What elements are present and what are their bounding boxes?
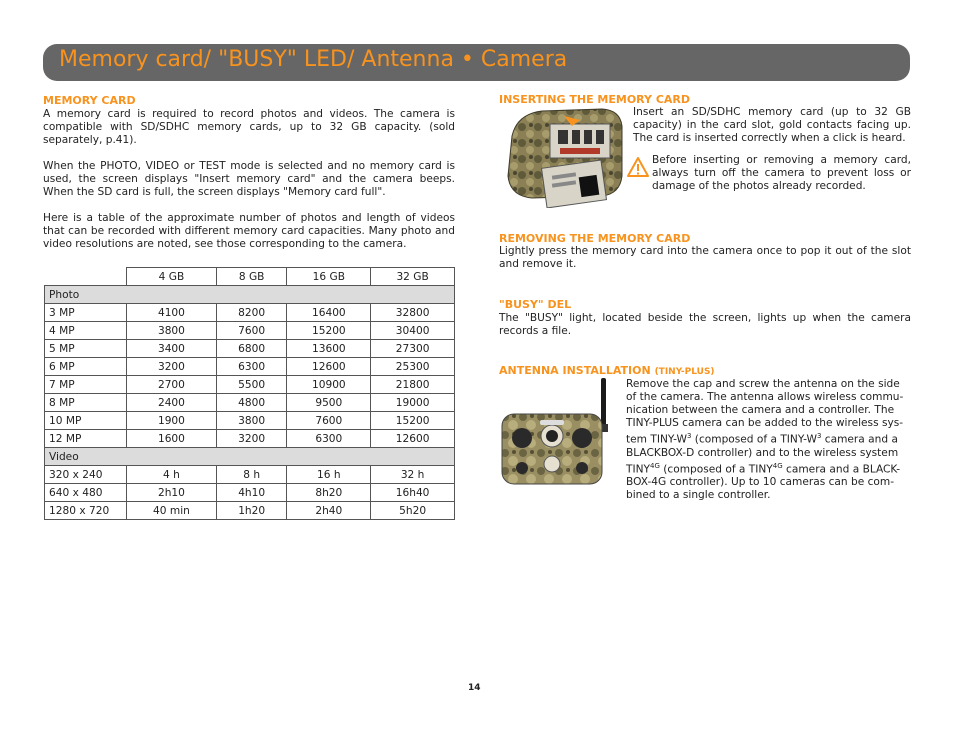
table-cell: 1h20 bbox=[216, 502, 287, 520]
antenna-sup: 4G bbox=[650, 461, 660, 470]
table-row bbox=[45, 376, 455, 394]
table-cell: 27300 bbox=[371, 340, 455, 358]
column-header: 4 GB bbox=[127, 268, 217, 286]
table-cell: 4 h bbox=[127, 466, 217, 484]
table-cell: 3200 bbox=[216, 430, 287, 448]
antenna-sup: 3 bbox=[816, 432, 822, 440]
removing-heading: REMOVING THE MEMORY CARD bbox=[499, 232, 691, 245]
row-label: 6 MP bbox=[45, 358, 127, 376]
table-cell: 2400 bbox=[127, 394, 217, 412]
table-cell: 8 h bbox=[216, 466, 287, 484]
table-cell: 12600 bbox=[287, 358, 371, 376]
antenna-line: BLACKBOX-D controller) and to the wireless system bbox=[626, 446, 899, 459]
table-cell: 16400 bbox=[287, 304, 371, 322]
table-corner-cell bbox=[45, 268, 127, 286]
busy-text: The "BUSY" light, located beside the screen, lights up when the camera records a file. bbox=[499, 312, 911, 337]
antenna-line5b: (composed of a TINY-W bbox=[691, 433, 817, 446]
table-row bbox=[45, 322, 455, 340]
table-cell: 3200 bbox=[127, 358, 217, 376]
table-section-row bbox=[45, 286, 455, 304]
table-cell: 15200 bbox=[287, 322, 371, 340]
removing-text: Lightly press the memory card into the camera once to pop it out of the slot and remove it. bbox=[499, 245, 911, 270]
antenna-sup: 4G bbox=[772, 461, 783, 470]
table-cell: 5h20 bbox=[371, 502, 455, 520]
table-cell: 2700 bbox=[127, 376, 217, 394]
table-row bbox=[45, 430, 455, 448]
antenna-line: BOX-4G controller). Up to 10 cameras can be com- bbox=[626, 476, 895, 489]
camera-sd-slot-image bbox=[502, 106, 626, 208]
table-cell: 4800 bbox=[216, 394, 287, 412]
table-cell: 4100 bbox=[127, 304, 217, 322]
antenna-line5a: tem TINY-W bbox=[626, 433, 687, 446]
table-row bbox=[45, 340, 455, 358]
table-cell: 9500 bbox=[287, 394, 371, 412]
table-cell: 3800 bbox=[216, 412, 287, 430]
column-header: 16 GB bbox=[287, 268, 371, 286]
table-cell: 16h40 bbox=[371, 484, 455, 502]
table-cell: 10900 bbox=[287, 376, 371, 394]
table-cell: 2h10 bbox=[127, 484, 217, 502]
row-label: 12 MP bbox=[45, 430, 127, 448]
table-row bbox=[45, 304, 455, 322]
busy-heading: "BUSY" DEL bbox=[499, 298, 572, 311]
table-cell: 7600 bbox=[216, 322, 287, 340]
row-label: 10 MP bbox=[45, 412, 127, 430]
section-label: Video bbox=[45, 448, 455, 466]
section-label: Photo bbox=[45, 286, 455, 304]
table-cell: 3400 bbox=[127, 340, 217, 358]
table-row bbox=[45, 466, 455, 484]
antenna-heading-main: ANTENNA INSTALLATION bbox=[499, 364, 651, 377]
row-label: 640 x 480 bbox=[45, 484, 127, 502]
antenna-line7a: TINY bbox=[626, 463, 650, 476]
antenna-line: of the camera. The antenna allows wireless commu- bbox=[626, 391, 904, 403]
warning-text: Before inserting or removing a memory card, always turn off the camera to prevent loss or damage of the photos already recorded. bbox=[652, 154, 911, 192]
table-cell: 32800 bbox=[371, 304, 455, 322]
table-row bbox=[45, 394, 455, 412]
antenna-line: bined to a single controller. bbox=[626, 489, 771, 502]
table-cell: 21800 bbox=[371, 376, 455, 394]
memory-card-para1: A memory card is required to record photos and videos. The camera is compatible with SD/SDHC memory cards, up to 32 GB capacity. (sold separately, p.41). bbox=[43, 108, 455, 146]
inserting-text: Insert an SD/SDHC memory card (up to 32 GB capacity) in the card slot, gold contacts facing up. The card is inserted correctly when a click is heard. bbox=[633, 106, 911, 144]
table-cell: 6800 bbox=[216, 340, 287, 358]
memory-card-para3: Here is a table of the approximate number of photos and length of videos that can be recorded with different memory card capacities. Many photo and video resolutions are noted, see those corresponding to the camera. bbox=[43, 212, 455, 250]
table-cell: 7600 bbox=[287, 412, 371, 430]
table-cell: 1900 bbox=[127, 412, 217, 430]
table-row bbox=[45, 484, 455, 502]
row-label: 3 MP bbox=[45, 304, 127, 322]
page-title: Memory card/ "BUSY" LED/ Antenna • Camera bbox=[59, 47, 568, 72]
table-section-row bbox=[45, 448, 455, 466]
table-cell: 40 min bbox=[127, 502, 217, 520]
antenna-line: nication between the camera and a controller. The bbox=[626, 404, 895, 416]
table-cell: 13600 bbox=[287, 340, 371, 358]
table-cell: 30400 bbox=[371, 322, 455, 340]
table-row bbox=[45, 502, 455, 520]
table-cell: 32 h bbox=[371, 466, 455, 484]
antenna-text bbox=[626, 378, 911, 502]
inserting-heading: INSERTING THE MEMORY CARD bbox=[499, 93, 691, 106]
antenna-line: Remove the cap and screw the antenna on the side bbox=[626, 378, 900, 390]
table-cell: 15200 bbox=[371, 412, 455, 430]
table-cell: 4h10 bbox=[216, 484, 287, 502]
table-cell: 8200 bbox=[216, 304, 287, 322]
row-label: 1280 x 720 bbox=[45, 502, 127, 520]
table-row bbox=[45, 412, 455, 430]
warning-icon bbox=[627, 156, 649, 178]
antenna-line: TINY-PLUS camera can be added to the wireless sys- bbox=[626, 417, 904, 429]
antenna-line bbox=[626, 460, 911, 477]
page-number: 14 bbox=[468, 683, 481, 693]
antenna-line7c: camera and a BLACK- bbox=[782, 463, 901, 476]
row-label: 320 x 240 bbox=[45, 466, 127, 484]
row-label: 5 MP bbox=[45, 340, 127, 358]
table-row bbox=[45, 358, 455, 376]
table-cell: 6300 bbox=[216, 358, 287, 376]
table-cell: 5500 bbox=[216, 376, 287, 394]
column-header: 8 GB bbox=[216, 268, 287, 286]
table-cell: 3800 bbox=[127, 322, 217, 340]
row-label: 8 MP bbox=[45, 394, 127, 412]
memory-card-para2: When the PHOTO, VIDEO or TEST mode is selected and no memory card is used, the screen displays "Insert memory card" and the camera beeps. When the SD card is full, the screen displays "Memory card full". bbox=[43, 160, 455, 198]
antenna-line5c: camera and a bbox=[821, 433, 898, 446]
table-header-row bbox=[45, 268, 455, 286]
antenna-line bbox=[626, 430, 911, 447]
table-cell: 8h20 bbox=[287, 484, 371, 502]
table-cell: 2h40 bbox=[287, 502, 371, 520]
table-cell: 25300 bbox=[371, 358, 455, 376]
column-header: 32 GB bbox=[371, 268, 455, 286]
warning-line1 bbox=[652, 154, 911, 193]
row-label: 7 MP bbox=[45, 376, 127, 394]
antenna-sup: 3 bbox=[686, 432, 692, 440]
page-banner bbox=[43, 44, 910, 81]
capacity-table bbox=[44, 267, 455, 520]
table-cell: 16 h bbox=[287, 466, 371, 484]
table-cell: 19000 bbox=[371, 394, 455, 412]
camera-antenna-image bbox=[500, 376, 622, 486]
antenna-heading-sub: (TINY-PLUS) bbox=[654, 367, 715, 377]
table-cell: 1600 bbox=[127, 430, 217, 448]
table-cell: 6300 bbox=[287, 430, 371, 448]
row-label: 4 MP bbox=[45, 322, 127, 340]
table-cell: 12600 bbox=[371, 430, 455, 448]
antenna-line7b: (composed of a TINY bbox=[659, 463, 773, 476]
memory-card-heading: MEMORY CARD bbox=[43, 94, 136, 107]
